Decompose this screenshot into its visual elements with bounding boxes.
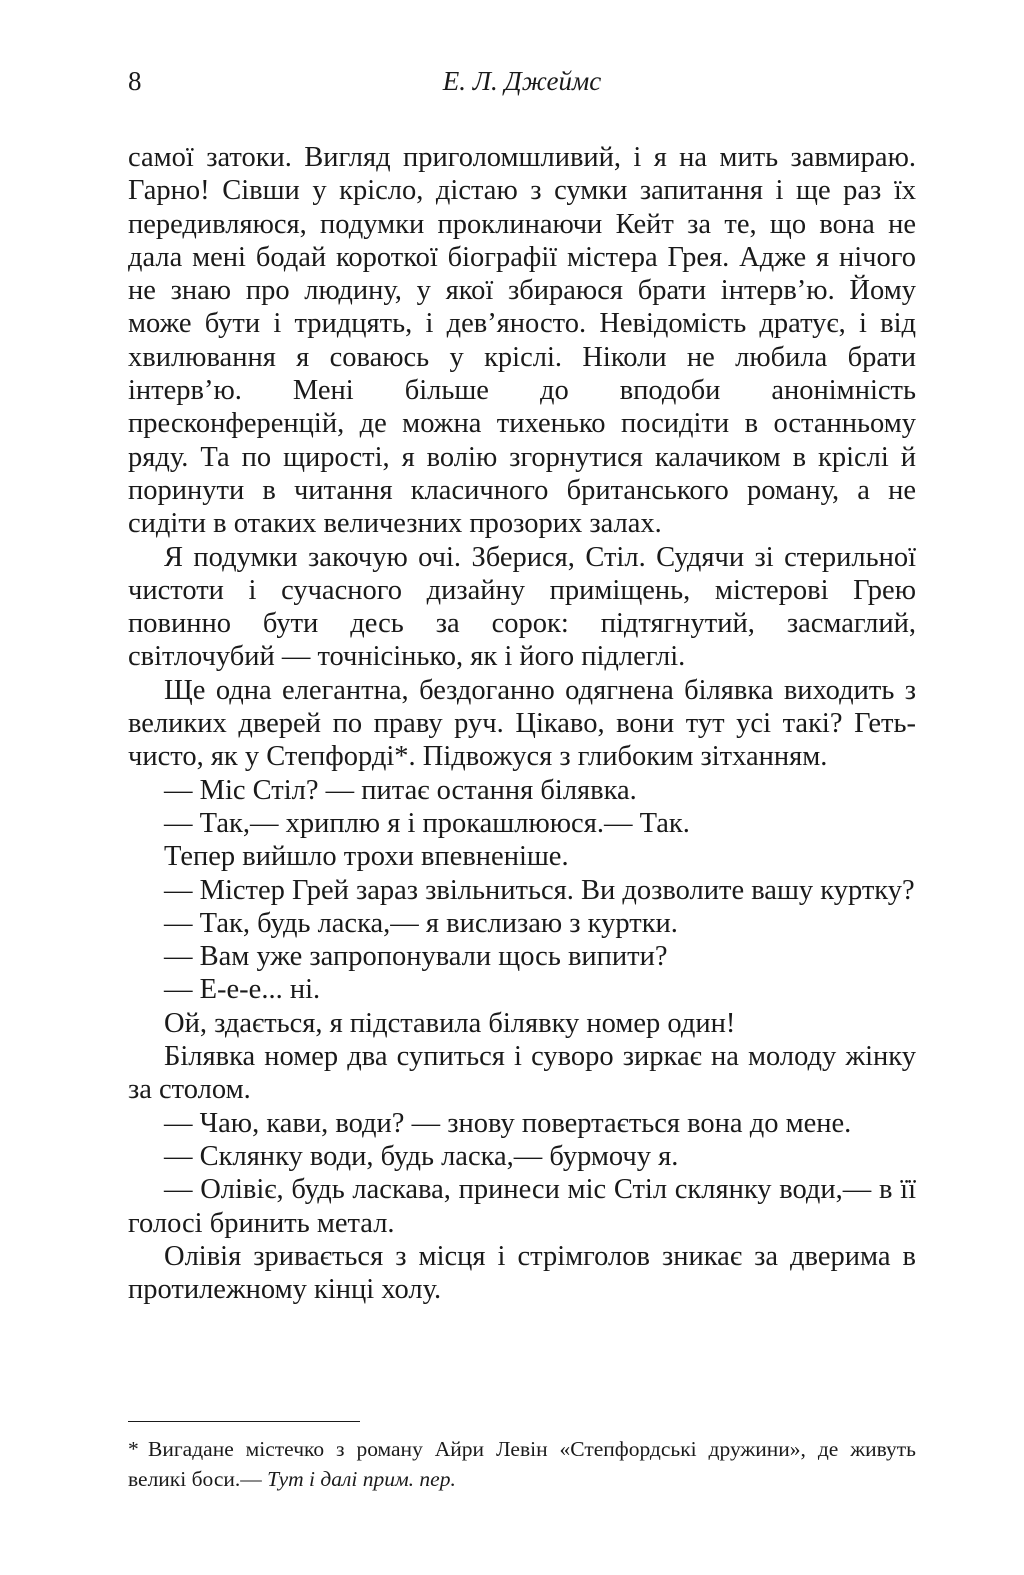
page-number: 8	[128, 66, 142, 96]
paragraph: Тепер вийшло трохи впевненіше.	[164, 841, 569, 873]
paragraph: Ще одна елегантна, бездоганно одягнена білявка виходить з великих дверей по праву руч. Цікаво, вони тут усі такі? Геть-чисто, як у Степфорді*. Підвожуся з глибоким зітханням.	[128, 674, 916, 773]
footnote	[128, 1434, 916, 1494]
footnote-source-note: Тут і далі прим. пер.	[267, 1467, 456, 1491]
paragraph: Ой, здається, я підставила білявку номер один!	[164, 1007, 736, 1039]
page-header	[128, 66, 916, 106]
dialogue-line: — Чаю, кави, води? — знову повертається вона до мене.	[164, 1107, 852, 1139]
dialogue-line: — Е-е-е... ні.	[164, 974, 321, 1006]
paragraph: Я подумки закочую очі. Зберися, Стіл. Судячи зі стерильної чистоти і сучасного дизайну приміщень, містерові Грею повинно бути десь за сорок: підтягнутий, засмаглий, світлочубий — точнісінько, як і його підлеглі.	[128, 541, 916, 673]
dialogue-line: — Містер Грей зараз звільниться. Ви дозволите вашу куртку?	[164, 874, 915, 906]
dialogue-line: — Склянку води, будь ласка,— бурмочу я.	[164, 1140, 679, 1172]
dialogue-line: — Так,— хриплю я і прокашлююся.— Так.	[164, 807, 690, 839]
dialogue-line: — Вам уже запропонували щось випити?	[164, 941, 668, 973]
paragraph-continuation: самої затоки. Вигляд приголомшливий, і я на мить завмираю. Гарно! Сівши у крісло, дістаю з сумки запитання і ще раз їх передивляюся, подумки проклинаючи Кейт за те, що вона не дала мені бодай короткої біографії містера Грея. Адже я нічого не знаю про людину, у якої збираюся брати інтерв’ю. Йому може бути і тридцять, і дев’яносто. Невідомість дратує, і від хвилювання я соваюсь у кріслі. Ніколи не любила брати інтерв’ю. Мені більше до вподоби анонімність пресконференцій, де можна тихенько посидіти в останньому ряду. Та по щирості, я волію згорнутися калачиком в кріслі й поринути в читання класичного британського роману, а не сидіти в отаких величезних прозорих залах.	[128, 142, 916, 540]
footnote-marker: *	[128, 1437, 139, 1461]
body-text	[128, 141, 916, 1306]
running-head-author: Е. Л. Джеймс	[442, 66, 602, 96]
dialogue-line: — Міс Стіл? — питає остання білявка.	[164, 774, 637, 806]
paragraph: Олівія зривається з місця і стрімголов зникає за дверима в протилежному кінці холу.	[128, 1240, 916, 1306]
dialogue-line: — Так, будь ласка,— я вислизаю з куртки.	[164, 907, 678, 939]
paragraph: Білявка номер два супиться і суворо зиркає на молоду жінку за столом.	[128, 1041, 916, 1106]
footnote-divider	[128, 1421, 360, 1422]
dialogue-line: — Олівіє, будь ласкава, принеси міс Стіл склянку води,— в її голосі бринить метал.	[128, 1174, 916, 1239]
footnote-text: Вигадане містечко з роману Айри Левін «Степфордські дружини», де живуть великі боси.—	[128, 1437, 916, 1491]
